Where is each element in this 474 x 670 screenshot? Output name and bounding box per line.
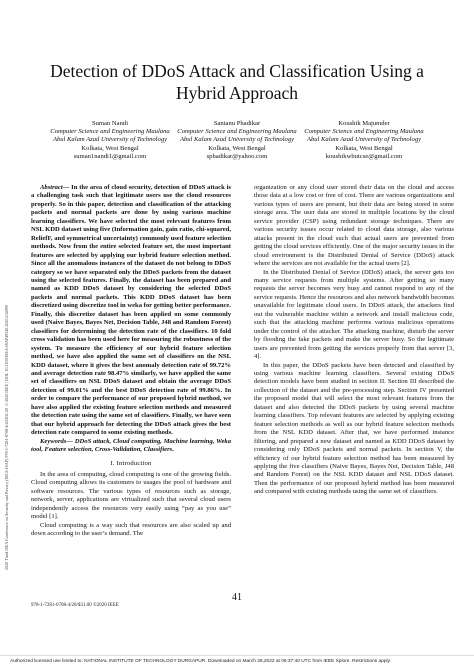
author-location: Kolkata, West Bengal	[81, 144, 139, 152]
author-affiliation: Computer Science and Engineering Maulana Abul Kalam Azad University of Technology	[177, 128, 297, 144]
license-footer-text: Authorized licensed use limited to: NATIONAL INSTITUTE OF TECHNOLOGY DURGAPUR. Downloaded on March 28,2022 at 06:37:40 UTC from IEEE Xplore. Restrictions apply.	[10, 659, 391, 664]
author-affiliation: Computer Science and Engineering Maulana Abul Kalam Azad University of Technology	[50, 128, 170, 144]
license-footer	[0, 655, 474, 670]
author-email: koushikwbutcse@gmail.com	[325, 152, 403, 160]
author-email: sphadikar@yahoo.com	[206, 152, 268, 160]
author-email: suman1nandi1@gmail.com	[73, 152, 147, 160]
author-2	[172, 120, 302, 161]
page-number: 41	[232, 592, 242, 603]
body-paragraph: organization or any cloud user stored their data on the cloud and access those data at a low cost or free of cost. There are various organizations and various types of users are present, but their data are being stored in some storage area. The user data are stored in multiple locations by the cloud service provider (CSP) using redundant storage techniques. There are various security issues occur related to cloud data storage, also various attacks present in the cloud such that actual users are prevented from getting the cloud services efficiently. One of the major security issues in the cloud environment is the Distributed Denial of Service (DDoS) attack where the services are not available for the actual users [2].	[254, 184, 454, 268]
abstract	[31, 184, 231, 438]
conference-doi-strip: 2020 Third ISEA Conference on Security and Privacy (ISEA-ISAP) 978-1-7281-6708-4/20/$31.00 ©2020 IEEE | DOI: 10.1109/ISEA-ISAP49340.2020.234999	[4, 305, 9, 570]
keywords-text: DDoS attack, Cloud computing, Machine learning, Weka tool, Feature selection, Cross-Validation, Classifiers.	[31, 437, 231, 454]
keywords-label: Keywords—	[40, 437, 73, 445]
author-1	[45, 120, 175, 161]
right-column	[254, 184, 454, 497]
copyright-line: 978-1-7281-6708-4/20/$31.00 ©2020 IEEE	[31, 603, 119, 608]
intro-paragraph: In the area of computing, cloud computing is one of the growing fields. Cloud computing allows its customers to usages the pool of hardware and software resources. The various types of resources such as storage, network, server, applications are virtualized such that several cloud users independently access the resources very easily using “pay as you use” model [1].	[31, 470, 231, 521]
body-paragraph: In this paper, the DDoS packets have been detected and classified by using various machine learning classifiers. Several existing DDoS detection models have been studied in section II. Section III described the collection of the dataset and the pre-processing step. Section IV presented the proposed model that will select the most relevant features from the dataset and also detected the DDoS packets by using several machine learning classifiers. Top relevant features are selected by applying existing feature selection methods as well as our hybrid feature selection methods from the NSL KDD dataset. After that, we have performed instance filtering, and prepared a new dataset and named as KDD DDoS dataset by considering only DDoS packets and normal packets. In section V, the efficiency of our hybrid feature selection method has been measured by applying the five classifiers (Naive Bayes, Bayes Net, Decision Table, J48 and Random Forest) on the NSL KDD dataset and NSL DDoS dataset. Then the performance of our proposed hybrid method has been measured and compared with existing methods using the same set of classifiers.	[254, 361, 454, 496]
left-column	[31, 184, 231, 539]
abstract-label: Abstract—	[40, 184, 70, 191]
author-name: Suman Nandi	[91, 120, 129, 127]
author-location: Kolkata, West Bengal	[335, 144, 393, 152]
body-paragraph: In the Distributed Denial of Service (DDoS) attack, the server gets too many service requests from multiple systems. After getting so many requests the server becomes very busy and cannot respond to any of the service requests. Hence the resources and also network bandwidth becomes unavailable for legitimate cloud users. In DDoS attack, the attackers find out the vulnerable machine within a network and install malicious code, such that the attacking machine performs various malicious operations under the control of the attacker. The attacking machine, disturb the server by flooding the fake packets and make the server busy. So the legitimate users are prevented from getting the services properly from that server [3, 4].	[254, 268, 454, 361]
intro-paragraph: Cloud computing is a way such that resources are also scaled up and down according to the user’s demand. The	[31, 521, 231, 538]
paper-title: Detection of DDoS Attack and Classification Using a Hybrid Approach	[50, 61, 424, 103]
keywords	[31, 438, 231, 455]
author-name: Koushik Majumder	[338, 120, 390, 127]
author-name: Santanu Phadikar	[213, 120, 261, 127]
author-affiliation: Computer Science and Engineering Maulana Abul Kalam Azad University of Technology	[304, 128, 424, 144]
abstract-text: In the area of cloud security, detection of DDoS attack is a challenging task such that legitimate users use the cloud resources properly. So in this paper, detection and classification of the attacking packets and normal packets are done by using various machine learning classifiers. We have selected the most relevant features from NSL KDD dataset using five (Information gain, gain ratio, chi-squared, ReliefF, and symmetrical uncertainty) commonly used feature selection methods. Now from the entire selected feature set, the most important features are selected by applying our hybrid feature selection method. Since all the anomalous instances of the dataset do not belong to DDoS category so we have separated only the DDoS packets from the dataset using the selected features. Finally, the dataset has been prepared and named as KDD DDoS dataset by considering the selected DDoS packets and normal packets. This KDD DDoS dataset has been discretized using discretize tool in weka for getting better performance. Finally, this discretize dataset has been applied on some commonly used (Naive Bayes, Bayes Net, Decision Table, J48 and Random Forest) classifiers for determining the detection rate of the classifiers. 10 fold cross validation has been used here for measuring the robustness of the system. To measure the efficiency of our hybrid feature selection method, we have also applied the same set of classifiers on the NSL KDD dataset, where it gives the best anomaly detection rate of 99.72% and average detection rate 98.47% similarly, we have applied the same set of classifiers on NSL DDoS dataset and obtain the average DDoS detection of 99.01% and the best DDoS detection rate of 99.86%. In order to compare the performance of our proposed hybrid method, we have also applied the existing feature selection methods and measured the detection rate using the same set of classifiers. Finally, we have seen that our hybrid approach for detecting the DDoS attack gives the best detection rate compared to some existing methods.	[31, 184, 231, 437]
author-3	[299, 120, 429, 161]
author-location: Kolkata, West Bengal	[208, 144, 266, 152]
section-heading-introduction: I. Introduction	[110, 459, 152, 467]
